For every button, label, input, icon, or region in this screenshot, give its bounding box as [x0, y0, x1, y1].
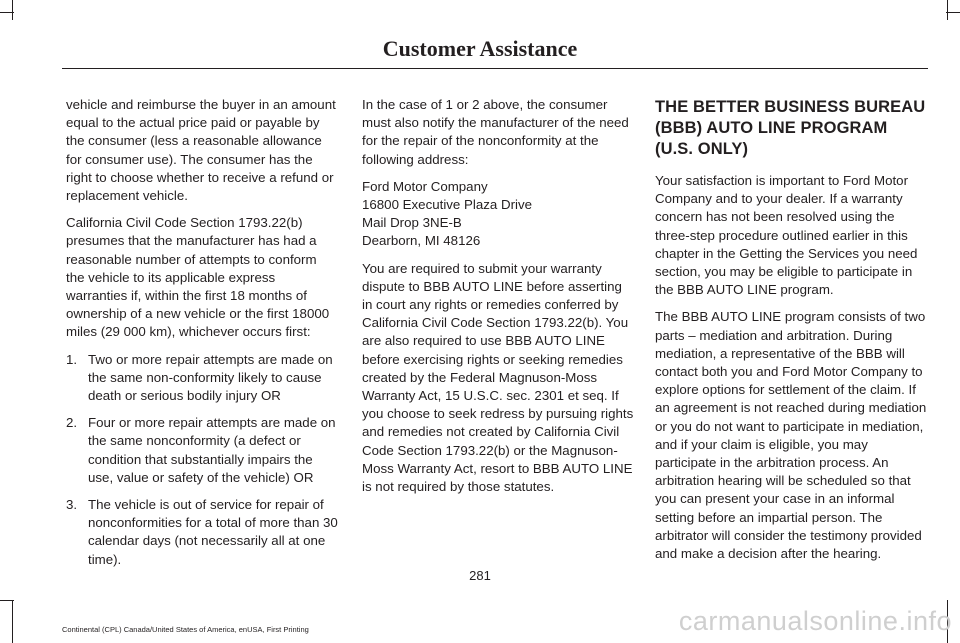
crop-mark-bottom-left-v: [12, 600, 13, 643]
crop-mark-bottom-left-h: [0, 600, 14, 601]
list-item: [66, 496, 338, 569]
crop-mark-top-right-h: [946, 12, 960, 13]
crop-mark-top-left-h: [0, 12, 14, 13]
paragraph: vehicle and reimburse the buyer in an amount equal to the actual price paid or payable by the consumer (less a reasonable allowance for consumer use). The consumer has the right to choose whether to receive a refund or replacement vehicle.: [66, 97, 336, 204]
crop-mark-top-left-v: [12, 0, 13, 20]
crop-mark-top-right-v: [947, 0, 948, 20]
column-3: [655, 96, 927, 572]
watermark: carmanualsonline.info: [678, 606, 952, 636]
numbered-list: [66, 351, 338, 569]
header-rule: [62, 68, 928, 69]
footer-text: Continental (CPL) Canada/United States of America, enUSA, First Printing: [62, 625, 309, 634]
list-text: Four or more repair attempts are made on the same nonconformity (a defect or condition that substantially impairs the use, value or safety of the vehicle) OR: [88, 415, 336, 485]
paragraph: You are required to submit your warranty dispute to BBB AUTO LINE before asserting in court any rights or remedies conferred by California Civil Code Section 1793.22(b). You are also required to use BBB AUTO LINE before exercising rights or seeking remedies created by the Federal Magnuson-Moss Warranty Act, 15 U.S.C. sec. 2301 et seq. If you choose to seek redress by pursuing rights and remedies not created by California Civil Code Section 1793.22(b) or the Magnuson-Moss Warranty Act, resort to BBB AUTO LINE is not required by those statutes.: [362, 260, 634, 495]
list-text: The vehicle is out of service for repair of nonconformities for a total of more than 30 calendar days (not necessarily all at one time).: [88, 497, 338, 567]
column-1: [66, 96, 338, 578]
section-heading: THE BETTER BUSINESS BUREAU (BBB) AUTO LINE PROGRAM (U.S. ONLY): [655, 98, 926, 158]
page-number: 281: [469, 568, 491, 583]
paragraph: California Civil Code Section 1793.22(b) presumes that the manufacturer has had a reasonable number of attempts to conform the vehicle to its applicable express warranties if, within the first 18 months of ownership of a new vehicle or the first 18000 miles (29 000 km), whichever occurs first:: [66, 215, 330, 340]
address-line: Mail Drop 3NE-B: [362, 215, 462, 231]
paragraph: The BBB AUTO LINE program consists of two parts – mediation and arbitration. During mediation, a representative of the BBB will contact both you and Ford Motor Company to explore options for settlement of the claim. If an agreement is not reached during mediation or you do not want to participate in mediation, and if your claim is eligible, you may participate in the arbitration process. An arbitration hearing will be scheduled so that you can present your case in an informal setting before an impartial person. The arbitrator will consider the testimony provided and make a decision after the hearing.: [655, 309, 927, 562]
column-2: [362, 96, 634, 505]
list-number: 2.: [66, 415, 78, 431]
address-line: Dearborn, MI 48126: [362, 233, 481, 249]
address-line: 16800 Executive Plaza Drive: [362, 197, 532, 213]
list-item: [66, 351, 338, 406]
address-line: Ford Motor Company: [362, 178, 488, 194]
paragraph: In the case of 1 or 2 above, the consumer must also notify the manufacturer of the need for the repair of the nonconformity at the following address:: [362, 97, 629, 167]
paragraph: Your satisfaction is important to Ford Motor Company and to your dealer. If a warranty concern has not been resolved using the three-step procedure outlined earlier in this chapter in the Getting the Services you need section, you may be eligible to participate in the BBB AUTO LINE program.: [655, 173, 918, 298]
list-text: Two or more repair attempts are made on the same non-conformity likely to cause death or serious bodily injury OR: [88, 351, 333, 404]
list-number: 1.: [66, 351, 78, 367]
list-item: [66, 414, 338, 487]
list-number: 3.: [66, 497, 78, 513]
mailing-address: [362, 178, 634, 251]
page-title: Customer Assistance: [382, 36, 578, 61]
